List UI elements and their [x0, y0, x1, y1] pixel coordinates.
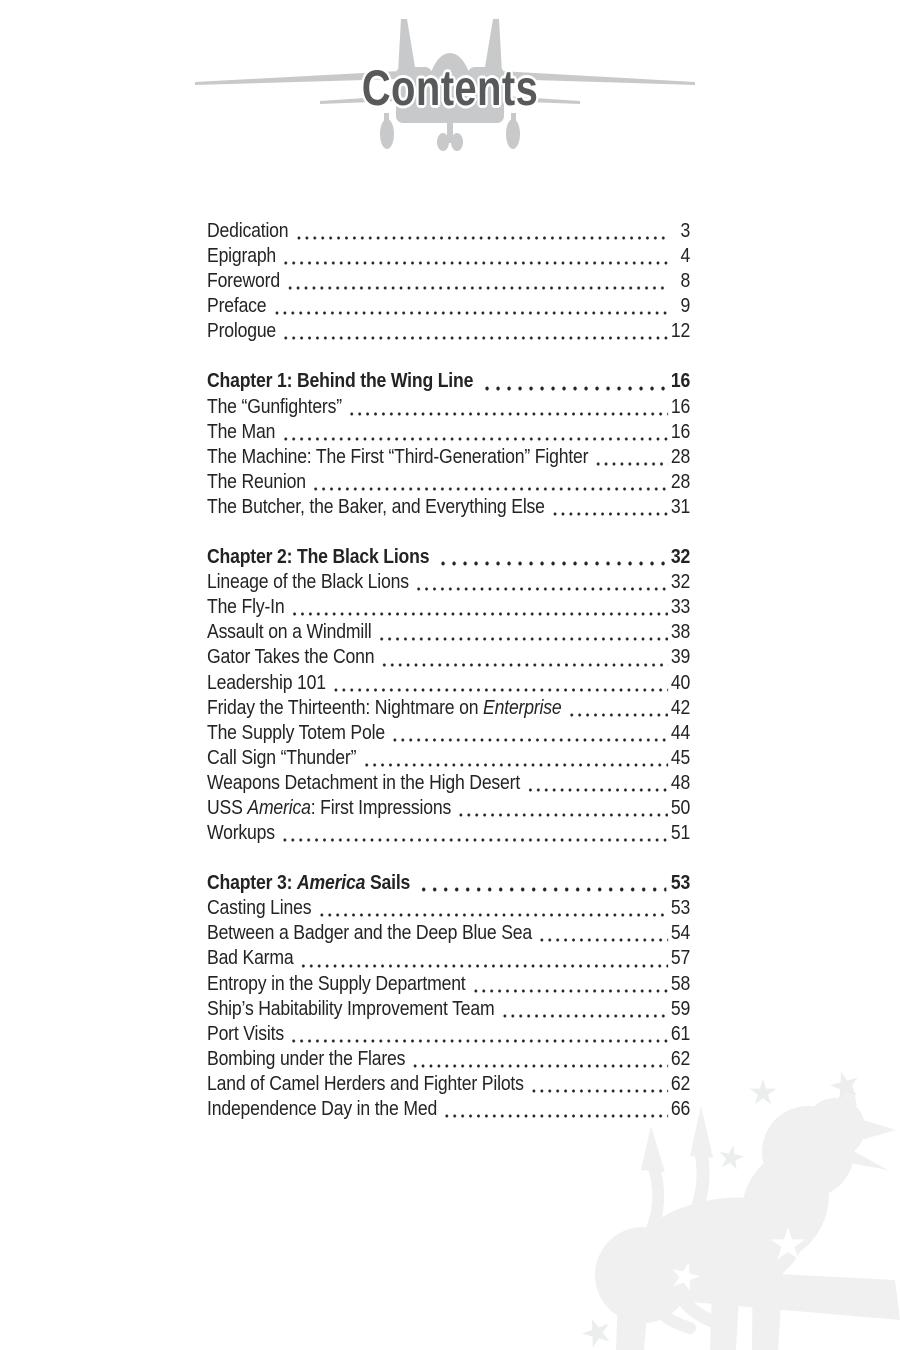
- toc-entry-page: 3: [680, 220, 691, 242]
- tail-tuft: [690, 1106, 713, 1158]
- toc-row: [207, 946, 690, 971]
- toc-entry-title: The Reunion: [207, 470, 306, 493]
- toc-entry-page: 59: [670, 997, 691, 1020]
- toc-entry-title: Entropy in the Supply Department: [207, 972, 466, 995]
- toc-entry-page: 48: [670, 771, 691, 794]
- dot-leader: [525, 771, 668, 796]
- toc-entry-title: The Man: [207, 420, 276, 443]
- toc-entry-page: 57: [670, 947, 691, 970]
- toc-entry-page: 39: [670, 646, 691, 669]
- toc-entry-page: 32: [670, 571, 691, 594]
- toc-entry-page: 4: [680, 245, 691, 268]
- toc-row: [207, 420, 690, 445]
- dot-leader: [500, 997, 668, 1022]
- toc-entry-page: 51: [670, 822, 691, 845]
- toc-entry-title: Chapter 1: Behind the Wing Line: [207, 370, 474, 393]
- toc-entry-title: USS America: First Impressions: [207, 796, 452, 819]
- toc-entry-page: 62: [670, 1047, 691, 1070]
- toc-entry-title: Weapons Detachment in the High Desert: [207, 771, 521, 794]
- dot-leader: [331, 671, 668, 696]
- dot-leader: [289, 1022, 668, 1047]
- toc-entry-page: 28: [670, 445, 691, 468]
- toc-entry-page: 50: [670, 796, 691, 819]
- dot-leader: [285, 269, 668, 294]
- dot-leader: [281, 244, 668, 269]
- toc-entry-page: 28: [670, 470, 691, 493]
- toc-entry-page: 66: [670, 1098, 691, 1120]
- toc-row: [207, 896, 690, 921]
- toc-entry-title: Casting Lines: [207, 897, 312, 920]
- toc-entry-title: Leadership 101: [207, 671, 326, 694]
- toc-row: [207, 495, 690, 520]
- dot-leader: [478, 369, 666, 394]
- toc-row: [207, 821, 690, 846]
- dot-leader: [414, 570, 668, 595]
- toc-row: [207, 219, 690, 244]
- star-icon: [750, 1079, 777, 1104]
- toc-entry-title: The Butcher, the Baker, and Everything Else: [207, 495, 545, 518]
- toc-entry-title: Chapter 2: The Black Lions: [207, 546, 430, 569]
- toc-entry-title: Independence Day in the Med: [207, 1098, 438, 1120]
- toc-entry-page: 42: [670, 696, 691, 719]
- toc-row: [207, 1022, 690, 1047]
- toc-entry-page: 53: [670, 872, 691, 895]
- dot-leader: [362, 746, 669, 771]
- dot-leader: [435, 545, 667, 570]
- toc-entry-title: Dedication: [207, 220, 289, 242]
- dot-leader: [290, 595, 668, 620]
- dot-leader: [456, 796, 668, 821]
- toc-entry-page: 40: [670, 671, 691, 694]
- dot-leader: [272, 294, 668, 319]
- dot-leader: [281, 420, 669, 445]
- toc-entry-title: Between a Badger and the Deep Blue Sea: [207, 922, 533, 945]
- toc-entry-page: 61: [670, 1022, 691, 1045]
- page-header: [0, 0, 900, 175]
- toc-row: [207, 570, 690, 595]
- toc-entry-page: 54: [670, 922, 691, 945]
- toc-entry-page: 38: [670, 621, 691, 644]
- dot-leader: [390, 721, 668, 746]
- toc-row: [207, 746, 690, 771]
- toc-chapter-section: [207, 369, 690, 520]
- toc-row: [207, 294, 690, 319]
- dot-leader: [380, 645, 668, 670]
- toc-entry-page: 32: [670, 546, 691, 569]
- toc-entry-title: Assault on a Windmill: [207, 621, 372, 644]
- toc-entry-title: The Machine: The First “Third-Generation” Fighter: [207, 445, 589, 468]
- toc-row: [207, 269, 690, 294]
- dot-leader: [281, 319, 668, 344]
- dot-leader: [377, 620, 668, 645]
- dot-leader: [311, 470, 668, 495]
- toc-row: [207, 470, 690, 495]
- toc-entry-page: 33: [670, 596, 691, 619]
- toc-entry-title: Workups: [207, 822, 275, 845]
- toc-entry-title: The “Gunfighters”: [207, 395, 342, 418]
- toc-entry-page: 31: [670, 495, 691, 518]
- toc-row: [207, 1047, 690, 1072]
- toc-row: [207, 997, 690, 1022]
- dot-leader: [280, 821, 668, 846]
- toc-entry-page: 16: [670, 370, 691, 393]
- toc-entry-title: Chapter 3: America Sails: [207, 872, 411, 895]
- toc-entry-title: Friday the Thirteenth: Nightmare on Enterprise: [207, 696, 562, 719]
- toc-entry-title: Preface: [207, 295, 267, 318]
- toc-row: [207, 921, 690, 946]
- toc-entry-page: 44: [670, 721, 691, 744]
- toc-entry-page: 62: [670, 1072, 691, 1095]
- toc-entry-page: 16: [670, 395, 691, 418]
- toc-entry-page: 45: [670, 746, 691, 769]
- toc-chapter-section: [207, 545, 690, 846]
- table-of-contents: [207, 219, 690, 1122]
- star-icon: [717, 1143, 745, 1170]
- toc-row: [207, 671, 690, 696]
- toc-chapter-heading-row: [207, 545, 690, 570]
- dot-leader: [317, 896, 668, 921]
- toc-row: [207, 620, 690, 645]
- toc-entry-title: Gator Takes the Conn: [207, 646, 375, 669]
- toc-entry-page: 58: [670, 972, 691, 995]
- toc-entry-page: 16: [670, 420, 691, 443]
- toc-row: [207, 595, 690, 620]
- star-icon: [578, 1314, 614, 1349]
- toc-chapter-heading-row: [207, 871, 690, 896]
- toc-entry-page: 12: [670, 320, 691, 343]
- toc-entry-title: Foreword: [207, 270, 280, 293]
- dot-leader: [347, 395, 668, 420]
- toc-entry-title: Prologue: [207, 320, 277, 343]
- toc-row: [207, 696, 690, 721]
- toc-row: [207, 395, 690, 420]
- dot-leader: [594, 445, 669, 470]
- toc-entry-title: Port Visits: [207, 1022, 284, 1045]
- toc-row: [207, 445, 690, 470]
- toc-entry-title: Ship’s Habitability Improvement Team: [207, 997, 495, 1020]
- toc-front-matter: [207, 219, 690, 344]
- toc-entry-title: Land of Camel Herders and Fighter Pilots: [207, 1072, 524, 1095]
- toc-entry-title: Bad Karma: [207, 947, 294, 970]
- toc-entry-page: 8: [680, 270, 691, 293]
- tail-tuft: [641, 1126, 665, 1172]
- dot-leader: [299, 946, 668, 971]
- dot-leader: [550, 495, 668, 520]
- dot-leader: [294, 219, 668, 244]
- toc-entry-title: The Fly-In: [207, 596, 285, 619]
- toc-row: [207, 645, 690, 670]
- toc-entry-title: Lineage of the Black Lions: [207, 571, 409, 594]
- toc-row: [207, 244, 690, 269]
- toc-entry-title: Bombing under the Flares: [207, 1047, 406, 1070]
- toc-entry-page: 53: [670, 897, 691, 920]
- dot-leader: [415, 871, 666, 896]
- toc-row: [207, 721, 690, 746]
- toc-entry-title: Epigraph: [207, 245, 277, 268]
- toc-row: [207, 319, 690, 344]
- dot-leader: [411, 1047, 669, 1072]
- dot-leader: [537, 921, 668, 946]
- dot-leader: [471, 972, 668, 997]
- toc-row: [207, 972, 690, 997]
- toc-entry-page: 9: [680, 295, 691, 318]
- dot-leader: [567, 696, 668, 721]
- toc-chapter-heading-row: [207, 369, 690, 394]
- page-title: Contents: [361, 60, 539, 116]
- toc-row: [207, 796, 690, 821]
- toc-entry-title: Call Sign “Thunder”: [207, 746, 357, 769]
- toc-entry-title: The Supply Totem Pole: [207, 721, 385, 744]
- lion-insignia-watermark: [540, 1070, 900, 1350]
- toc-row: [207, 771, 690, 796]
